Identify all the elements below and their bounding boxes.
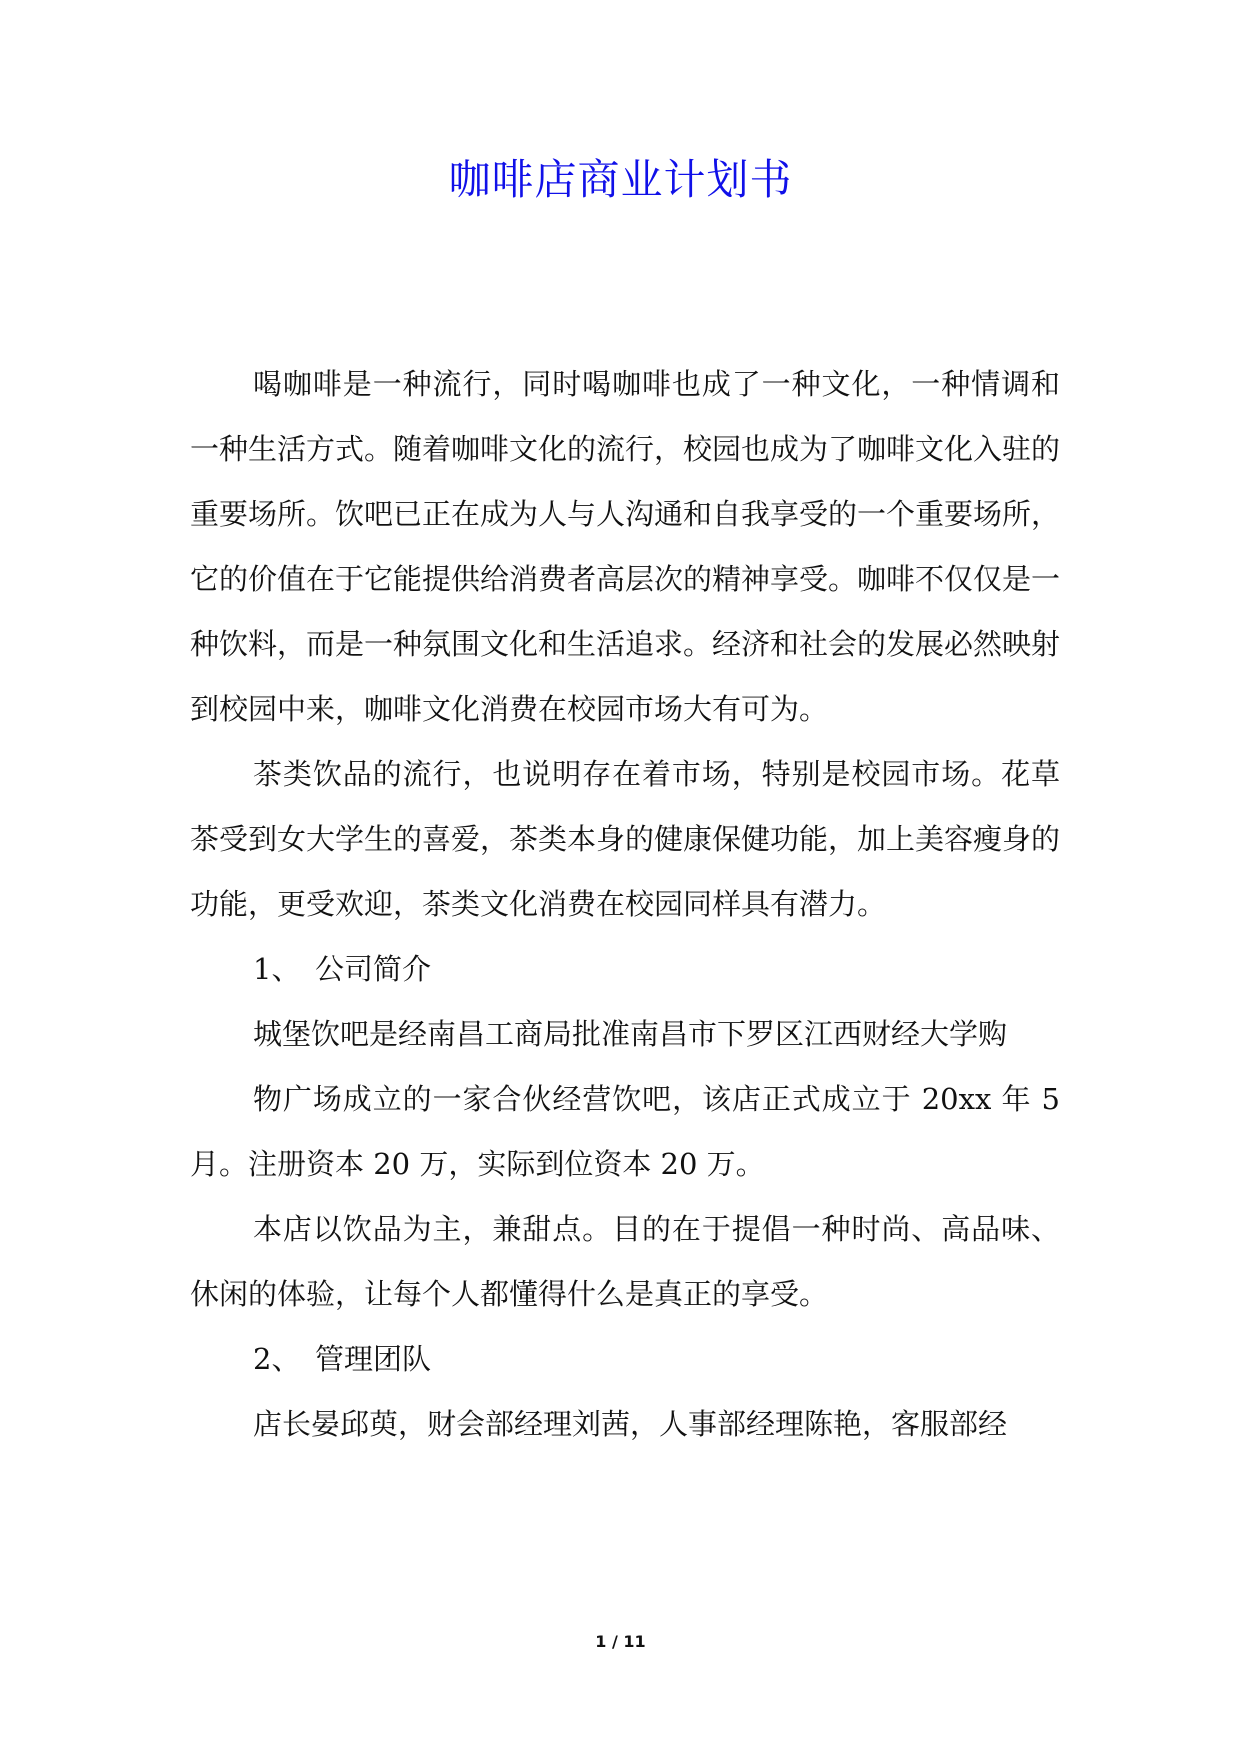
company-paragraph-3: 本店以饮品为主，兼甜点。目的在于提倡一种时尚、高品味、休闲的体验，让每个人都懂得什么是真正的享受。 [190,1212,1060,1311]
section-number: 1、 [253,952,301,986]
company-paragraph-2: 物广场成立的一家合伙经营饮吧，该店正式成立于 20xx 年 5 月。注册资本 20 万，实际到位资本 20 万。 [190,1082,1060,1181]
company-paragraph-1: 城堡饮吧是经南昌工商局批准南昌市下罗区江西财经大学购 [253,1017,1008,1051]
page-number: 1 / 11 [595,1632,646,1651]
section-title: 公司简介 [315,952,432,986]
section-number: 2、 [253,1342,301,1376]
section-heading-management-team [190,1327,1060,1392]
section-heading-company-profile [190,937,1060,1002]
intro-paragraph-2: 茶类饮品的流行，也说明存在着市场，特别是校园市场。花草茶受到女大学生的喜爱，茶类本身的健康保健功能，加上美容瘦身的功能，更受欢迎，茶类文化消费在校园同样具有潜力。 [190,757,1061,921]
team-paragraph-1: 店长晏邱萸，财会部经理刘茜，人事部经理陈艳，客服部经 [253,1407,1008,1441]
section-title: 管理团队 [315,1342,432,1376]
document-title: 咖啡店商业计划书 [448,155,793,204]
intro-paragraph-1: 喝咖啡是一种流行，同时喝咖啡也成了一种文化，一种情调和一种生活方式。随着咖啡文化的流行，校园也成为了咖啡文化入驻的重要场所。饮吧已正在成为人与人沟通和自我享受的一个重要场所，它的价值在于它能提供给消费者高层次的精神享受。咖啡不仅仅是一种饮料，而是一种氛围文化和生活追求。经济和社会的发展必然映射到校园中来，咖啡文化消费在校园市场大有可为。 [190,367,1061,726]
document-body [190,352,1060,1457]
